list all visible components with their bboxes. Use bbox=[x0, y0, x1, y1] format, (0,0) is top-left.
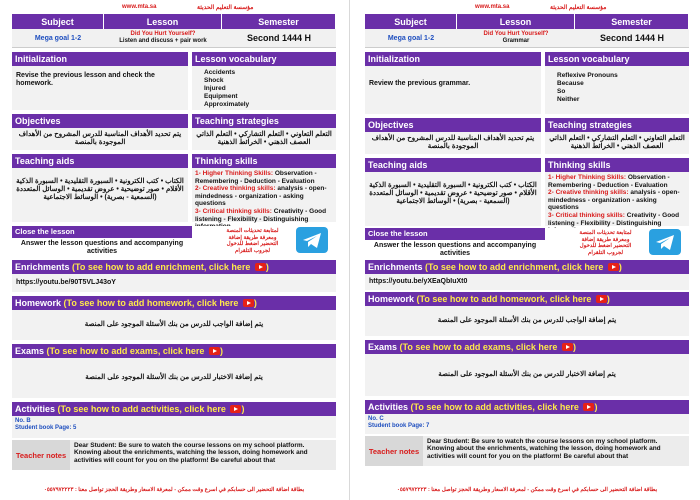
page-divider bbox=[349, 0, 350, 500]
subject-value: Mega goal 1-2 bbox=[387, 34, 435, 42]
lesson-header: Lesson bbox=[104, 14, 222, 29]
lesson-title: Did You Hurt Yourself? bbox=[130, 31, 196, 37]
header-values bbox=[365, 29, 689, 48]
link-text: (To see how to add enrichment, click here bbox=[72, 262, 251, 272]
list-item: Neither bbox=[557, 96, 580, 103]
enrichments-help-link[interactable] bbox=[72, 262, 269, 272]
close-section bbox=[365, 228, 689, 258]
exams-label: Exams bbox=[368, 342, 398, 352]
objectives-section bbox=[12, 114, 188, 150]
student-book-page: Student book Page: 5 bbox=[15, 425, 77, 431]
enrichments-help-link[interactable] bbox=[425, 262, 622, 272]
lesson-title: Did You Hurt Yourself? bbox=[483, 31, 549, 37]
homework-text: يتم إضافة الواجب للدرس من بنك الأسئلة الموجود على المنصة bbox=[437, 317, 617, 324]
site-link[interactable]: www.mta.sa bbox=[122, 4, 157, 10]
list-item: Accidents bbox=[204, 69, 236, 76]
section-title: Teaching strategies bbox=[545, 118, 689, 132]
lesson-subtitle: Listen and discuss + pair work bbox=[119, 38, 207, 44]
thinking-text-3: Creativity - Good listening - Flexibility - Distinguishing bbox=[548, 211, 680, 227]
teacher-notes bbox=[365, 436, 689, 466]
thinking-section bbox=[192, 154, 336, 222]
thinking-text-1: Observation - Remembering - Deduction - Evaluation bbox=[548, 174, 670, 189]
vocabulary-section bbox=[545, 52, 689, 114]
paren: ) bbox=[241, 404, 245, 414]
enrichments-section bbox=[12, 260, 336, 292]
section-title bbox=[12, 344, 336, 358]
section-title bbox=[365, 340, 689, 354]
initialization-text: Review the previous grammar. bbox=[369, 80, 471, 87]
footer-note: بطاقة اضافة التحضير الى حسابكم في اسرع وقت ممكن - لمعرفة الاسعار وطريقة الحجز تواصل معنا : ٠٥٥٧٩٧٢٢٢٣ bbox=[43, 487, 305, 493]
thinking-text-3: Creativity - Good listening - Flexibility - Distinguishing bbox=[195, 207, 327, 223]
homework-section bbox=[12, 296, 336, 340]
lesson-value bbox=[457, 29, 575, 47]
lesson-header: Lesson bbox=[457, 14, 575, 29]
list-item: Equipment bbox=[204, 93, 238, 100]
youtube-icon bbox=[209, 347, 220, 355]
section-title: Close the lesson bbox=[365, 228, 545, 240]
exams-section bbox=[12, 344, 336, 398]
paren: ) bbox=[253, 298, 257, 308]
enrichments-section bbox=[365, 260, 689, 290]
section-title: Initialization bbox=[365, 52, 541, 66]
youtube-icon bbox=[230, 405, 241, 413]
homework-label: Homework bbox=[368, 294, 415, 304]
objectives-text: يتم تحديد الأهداف المناسبة للدرس المشروح من الأهداف الموجودة بالمنصة bbox=[18, 131, 182, 146]
link-text: (To see how to add enrichment, click here bbox=[425, 262, 604, 272]
paren: ) bbox=[606, 294, 610, 304]
list-item: Shock bbox=[204, 77, 224, 84]
section-title: Lesson vocabulary bbox=[192, 52, 336, 66]
link-text: (To see how to add exams, click here bbox=[399, 342, 558, 352]
section-title: Objectives bbox=[365, 118, 541, 132]
close-text: Answer the lesson questions and accompanying activities bbox=[373, 242, 537, 257]
telegram-note: لمتابعة تحديثات المنصة ومعرفة طريقة إضافة التحضير اضغط للدخول لجروب التلقرام bbox=[579, 230, 632, 256]
enrichments-label: Enrichments bbox=[368, 262, 423, 272]
org-name: مؤسسة التعليم الحديثة bbox=[197, 5, 254, 11]
teacher-notes bbox=[12, 440, 336, 470]
semester-value: Second 1444 H bbox=[599, 33, 665, 43]
strategies-section bbox=[192, 114, 336, 150]
close-text: Answer the lesson questions and accompanying activities bbox=[20, 240, 184, 255]
activities-help-link[interactable] bbox=[58, 404, 245, 414]
close-section bbox=[12, 226, 336, 256]
enrichment-url[interactable]: https://youtu.be/90T5VLJ43oY bbox=[16, 279, 116, 286]
aids-section bbox=[12, 154, 188, 222]
objectives-section bbox=[365, 118, 541, 154]
link-text: (To see how to add homework, click here bbox=[63, 298, 239, 308]
link-text: (To see how to add activities, click here bbox=[410, 402, 579, 412]
enrichment-url[interactable]: https://youtu.be/yXEaQbIuXt0 bbox=[369, 278, 468, 285]
youtube-icon bbox=[596, 295, 607, 303]
header-row bbox=[365, 14, 689, 29]
vocabulary-section bbox=[192, 52, 336, 110]
paren: ) bbox=[572, 342, 576, 352]
strategies-text: التعلم التعاوني • التعلم التشاركي • التعلم الذاتي العصف الذهني • الخرائط الذهنية bbox=[196, 131, 332, 146]
section-title: Teaching aids bbox=[365, 158, 541, 172]
vocabulary-list bbox=[192, 66, 336, 109]
section-title: Thinking skills bbox=[192, 154, 336, 168]
activity-number: No. C bbox=[368, 416, 384, 422]
youtube-icon bbox=[562, 343, 573, 351]
homework-help-link[interactable] bbox=[64, 298, 257, 308]
link-text: (To see how to add activities, click here bbox=[57, 404, 226, 414]
section-title: Lesson vocabulary bbox=[545, 52, 689, 66]
section-title bbox=[12, 260, 336, 274]
header-row bbox=[12, 14, 336, 29]
initialization-text: Revise the previous lesson and check the homework. bbox=[16, 72, 155, 87]
teacher-notes-label: Teacher notes bbox=[365, 436, 423, 466]
thinking-text-2: analysis - open-mindedness - organization - asking questions bbox=[195, 185, 327, 208]
initialization-section bbox=[365, 52, 541, 114]
semester-header: Semester bbox=[575, 14, 689, 29]
exams-text: يتم إضافة الاختبار للدرس من بنك الأسئلة الموجود على المنصة bbox=[85, 374, 263, 381]
section-title bbox=[365, 400, 689, 414]
org-name: مؤسسة التعليم الحديثة bbox=[550, 5, 607, 11]
initialization-section bbox=[12, 52, 188, 110]
exams-label: Exams bbox=[15, 346, 45, 356]
exams-help-link[interactable] bbox=[400, 342, 576, 352]
thinking-label-2: 2- Creative thinking skills: bbox=[195, 185, 276, 193]
teacher-notes-text: Dear Student: Be sure to watch the course lessons on my school platform. Knowing about the enrichments, watching the lesson, doing homework and activities will count for you on the platform! Be careful about that bbox=[70, 440, 336, 470]
thinking-text bbox=[192, 168, 336, 233]
list-item: Approximately bbox=[204, 101, 250, 108]
thinking-label-2: 2- Creative thinking skills: bbox=[548, 189, 629, 197]
paren: ) bbox=[219, 346, 223, 356]
paren: ) bbox=[618, 262, 622, 272]
activity-info bbox=[365, 414, 689, 432]
link-text: (To see how to add homework, click here bbox=[416, 294, 592, 304]
paren: ) bbox=[265, 262, 269, 272]
teacher-notes-text: Dear Student: Be sure to watch the course lessons on my school platform. Knowing about the enrichments, watching the lesson, doing homework and activities will count for you on the platform! Be careful about that bbox=[423, 436, 689, 466]
youtube-icon bbox=[255, 263, 266, 271]
section-title bbox=[12, 296, 336, 310]
youtube-icon bbox=[243, 299, 254, 307]
activity-number: No. B bbox=[15, 418, 31, 424]
exams-help-link[interactable] bbox=[47, 346, 223, 356]
subject-header: Subject bbox=[365, 14, 457, 29]
homework-section bbox=[365, 292, 689, 336]
thinking-label-3: 3- Critical thinking skills: bbox=[195, 207, 272, 215]
thinking-text-1: Observation - Remembering - Deduction - Evaluation bbox=[195, 170, 317, 185]
homework-label: Homework bbox=[15, 298, 62, 308]
aids-text: الكتاب • كتب الكترونية • السبورة التقليدية • السبورة الذكية الأقلام • صور توضيحية • عروض تقديمية • الوسائل المتعددة (السمعية - بصرية) • الوسائط الاجتماعية bbox=[369, 182, 537, 205]
activity-info bbox=[12, 416, 336, 434]
top-banner bbox=[2, 4, 345, 12]
activities-label: Activities bbox=[368, 402, 409, 412]
telegram-note: لمتابعة تحديثات المنصة ومعرفة طريقة إضافة التحضير اضغط للدخول لجروب التلقرام bbox=[226, 228, 279, 254]
subject-header: Subject bbox=[12, 14, 104, 29]
youtube-icon bbox=[583, 403, 594, 411]
enrichments-label: Enrichments bbox=[15, 262, 70, 272]
homework-help-link[interactable] bbox=[417, 294, 610, 304]
thinking-label-1: 1- Higher Thinking Skills: bbox=[195, 170, 274, 177]
aids-section bbox=[365, 158, 541, 226]
top-banner bbox=[355, 4, 698, 12]
telegram-icon[interactable] bbox=[296, 227, 328, 253]
lesson-subtitle: Grammar bbox=[502, 38, 530, 44]
semester-header: Semester bbox=[222, 14, 336, 29]
section-title: Teaching strategies bbox=[192, 114, 336, 128]
section-title: Objectives bbox=[12, 114, 188, 128]
section-title bbox=[365, 260, 689, 274]
section-title bbox=[12, 402, 336, 416]
list-item: Reflexive Pronouns bbox=[557, 72, 618, 79]
thinking-section bbox=[545, 158, 689, 226]
list-item: Injured bbox=[204, 85, 226, 92]
activities-help-link[interactable] bbox=[411, 402, 598, 412]
link-text: (To see how to add exams, click here bbox=[46, 346, 205, 356]
thinking-label-3: 3- Critical thinking skills: bbox=[548, 211, 625, 219]
lesson-plan-page-2 bbox=[355, 0, 698, 500]
thinking-label-1: 1- Higher Thinking Skills: bbox=[548, 174, 627, 181]
student-book-page: Student book Page: 7 bbox=[368, 423, 430, 429]
telegram-icon[interactable] bbox=[649, 229, 681, 255]
thinking-text-2: analysis - open-mindedness - organization - asking questions bbox=[548, 189, 680, 212]
homework-text: يتم إضافة الواجب للدرس من بنك الأسئلة الموجود على المنصة bbox=[84, 321, 264, 328]
section-title: Initialization bbox=[12, 52, 188, 66]
section-title: Close the lesson bbox=[12, 226, 192, 238]
strategies-section bbox=[545, 118, 689, 154]
objectives-text: يتم تحديد الأهداف المناسبة للدرس المشروح من الأهداف الموجودة بالمنصة bbox=[371, 135, 535, 150]
strategies-text: التعلم التعاوني • التعلم التشاركي • التعلم الذاتي العصف الذهني • الخرائط الذهنية bbox=[549, 135, 685, 150]
section-title: Teaching aids bbox=[12, 154, 188, 168]
list-item: So bbox=[557, 88, 566, 95]
semester-value: Second 1444 H bbox=[246, 33, 312, 43]
exams-text: يتم إضافة الاختبار للدرس من بنك الأسئلة الموجود على المنصة bbox=[438, 371, 616, 378]
youtube-icon bbox=[608, 263, 619, 271]
section-title bbox=[365, 292, 689, 306]
subject-value: Mega goal 1-2 bbox=[34, 34, 82, 42]
footer-note: بطاقة اضافة التحضير الى حسابكم في اسرع وقت ممكن - لمعرفة الاسعار وطريقة الحجز تواصل معنا : ٠٥٥٧٩٧٢٢٢٣ bbox=[396, 487, 658, 493]
activities-section bbox=[12, 402, 336, 438]
section-title: Thinking skills bbox=[545, 158, 689, 172]
lesson-plan-page-1 bbox=[2, 0, 345, 500]
aids-text: الكتاب • كتب الكترونية • السبورة التقليدية • السبورة الذكية الأقلام • صور توضيحية • عروض تقديمية • الوسائل المتعددة (السمعية - بصرية) • الوسائط الاجتماعية bbox=[16, 178, 184, 201]
vocabulary-list bbox=[545, 66, 689, 104]
teacher-notes-label: Teacher notes bbox=[12, 440, 70, 470]
paren: ) bbox=[594, 402, 598, 412]
exams-section bbox=[365, 340, 689, 396]
site-link[interactable]: www.mta.sa bbox=[475, 4, 510, 10]
lesson-value bbox=[104, 29, 222, 47]
activities-section bbox=[365, 400, 689, 434]
list-item: Because bbox=[557, 80, 584, 87]
activities-label: Activities bbox=[15, 404, 56, 414]
header-values bbox=[12, 29, 336, 48]
